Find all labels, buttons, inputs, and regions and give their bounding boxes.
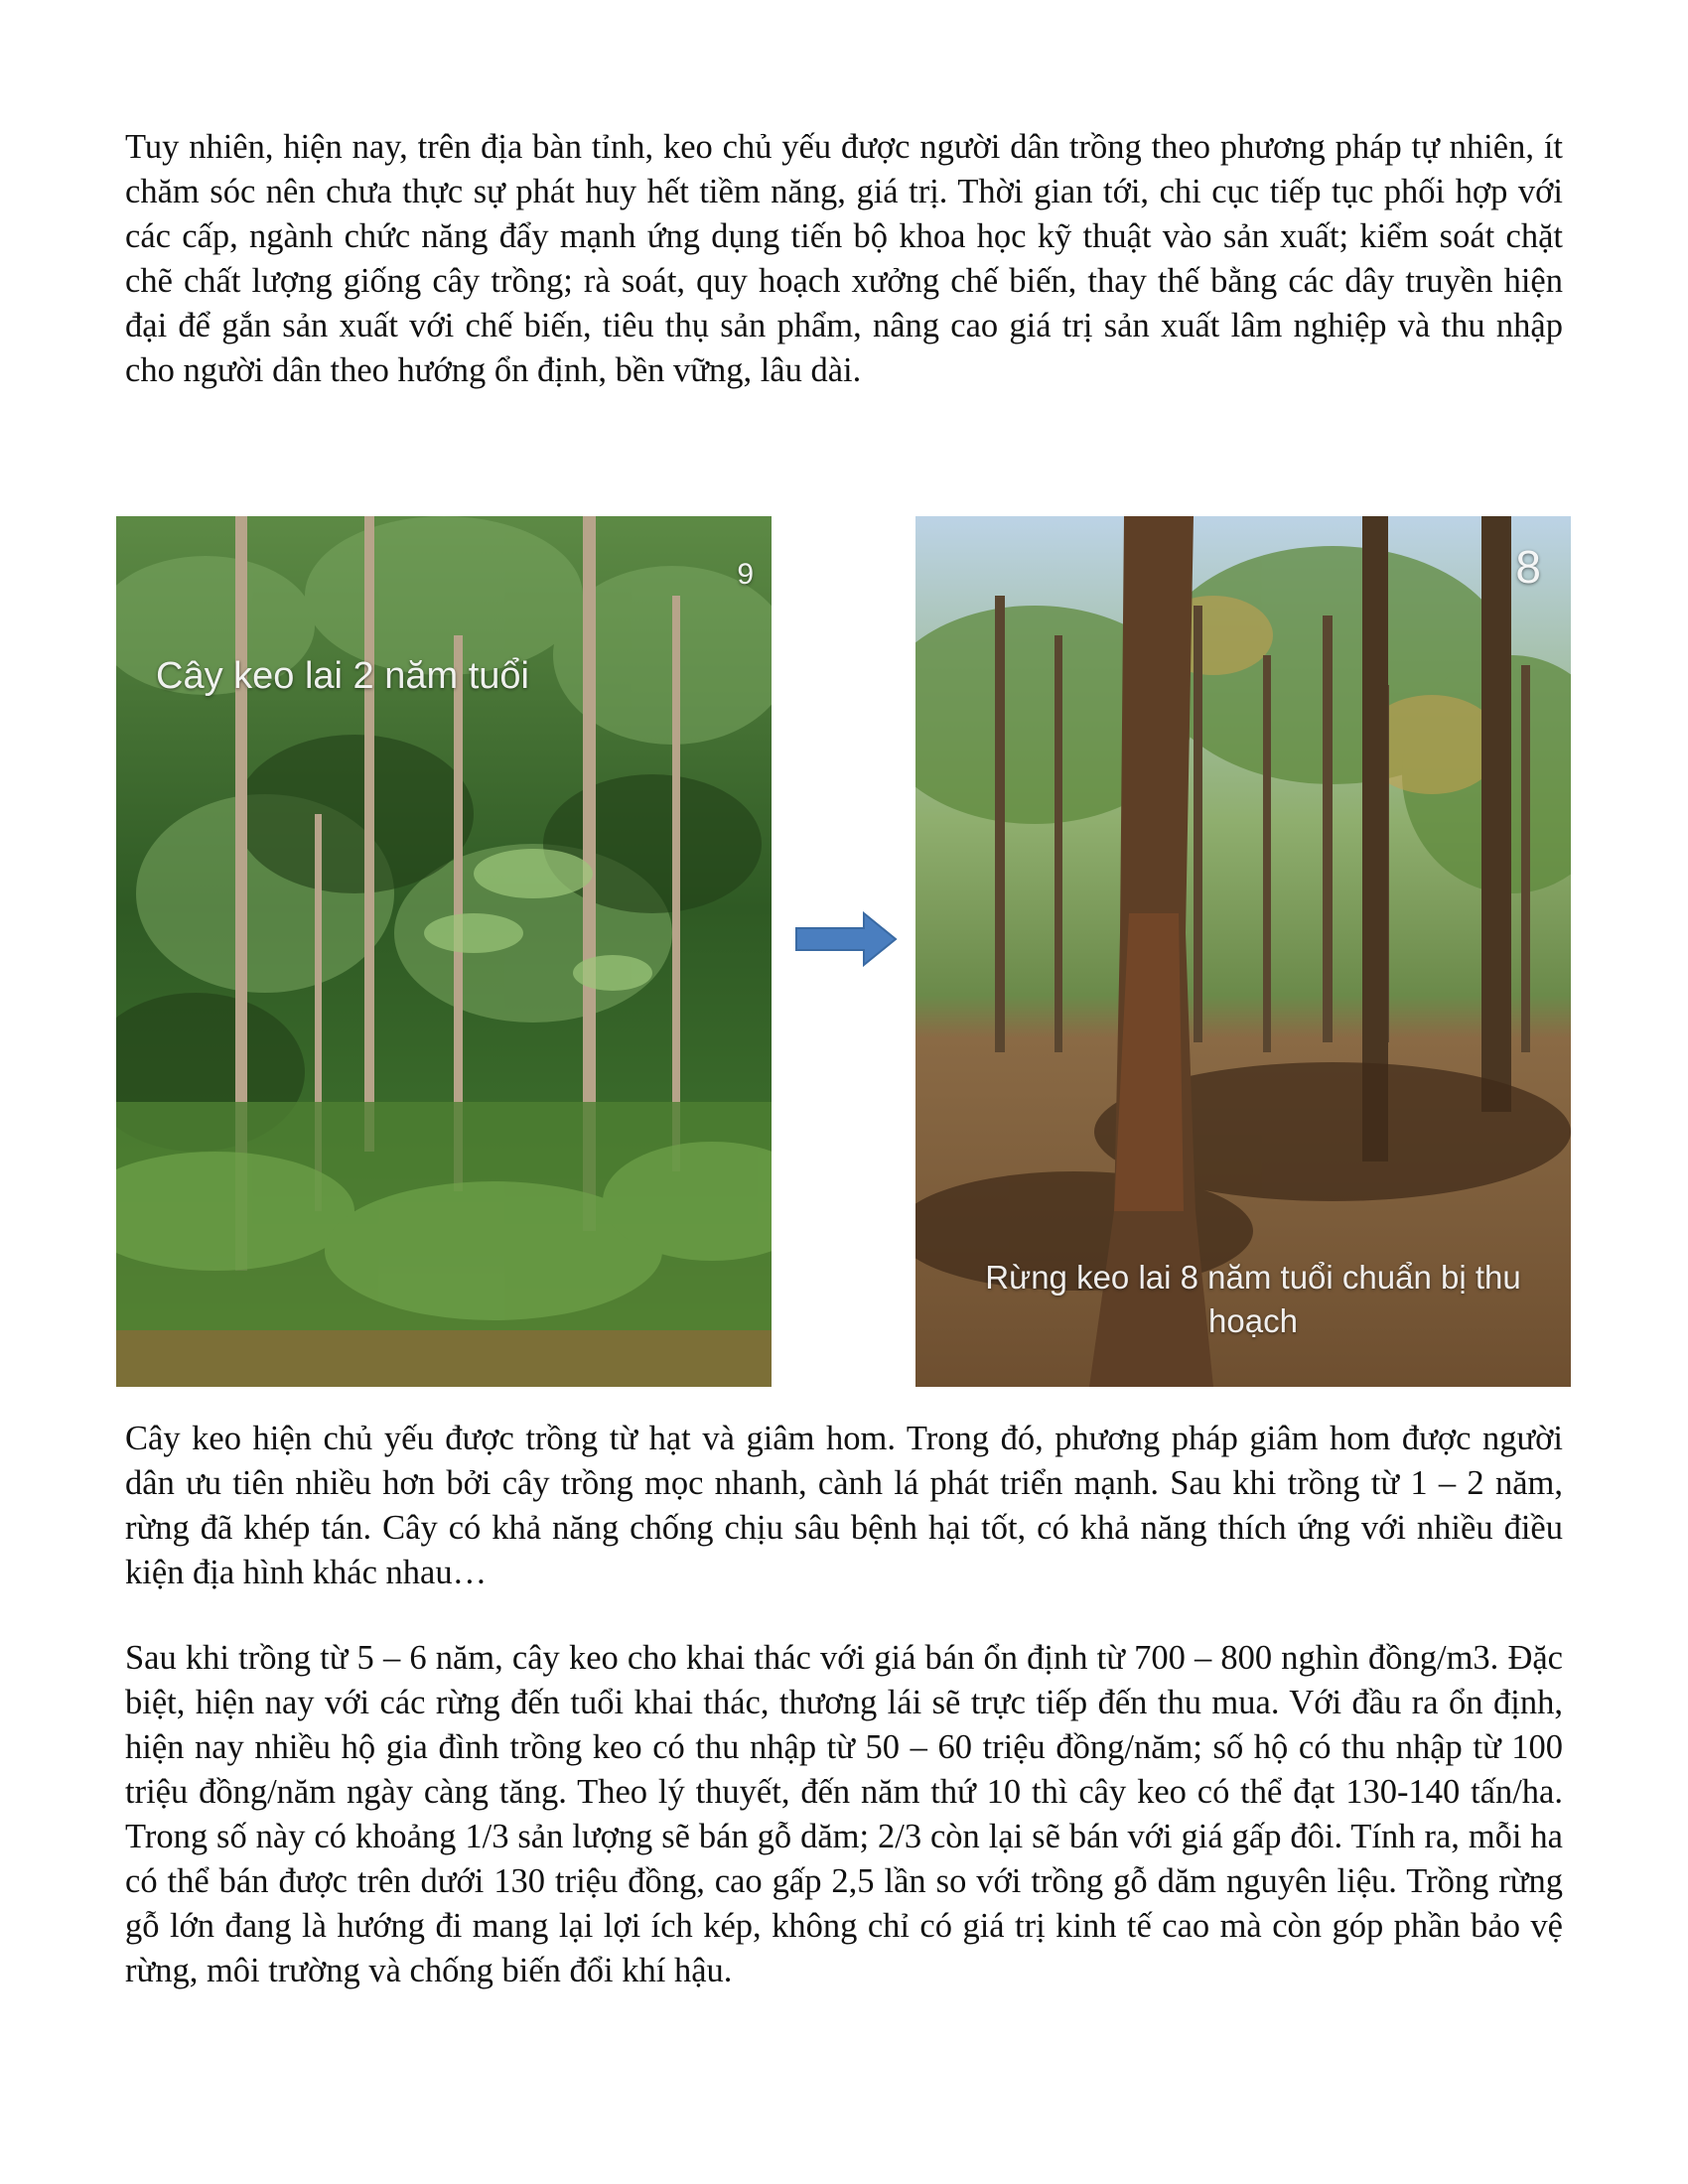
photo-mature-acacia (915, 516, 1571, 1387)
paragraph-economics: Sau khi trồng từ 5 – 6 năm, cây keo cho khai thác với giá bán ổn định từ 700 – 800 nghìn đồng/m3. Đặc biệt, hiện nay với các rừng đến tuổi khai thác, thương lái sẽ trực tiếp đến thu mua. Với đầu ra ổn định, hiện nay nhiều hộ gia đình trồng keo có thu nhập từ 50 – 60 triệu đồng/năm; số hộ có thu nhập từ 100 triệu đồng/năm ngày càng tăng. Theo lý thuyết, đến năm thứ 10 thì cây keo có thể đạt 130-140 tấn/ha. Trong số này có khoảng 1/3 sản lượng sẽ bán gỗ dăm; 2/3 còn lại sẽ bán với giá gấp đôi. Tính ra, mỗi ha có thể bán được trên dưới 130 triệu đồng, cao gấp 2,5 lần so với trồng gỗ dăm nguyên liệu. Trồng rừng gỗ lớn đang là hướng đi mang lại lợi ích kép, không chỉ có giá trị kinh tế cao mà còn góp phần bảo vệ rừng, môi trường và chống biến đổi khí hậu. (125, 1639, 1563, 1989)
right-photo-caption: Rừng keo lai 8 năm tuổi chuẩn bị thu hoạch (985, 1259, 1521, 1339)
left-photo-number: 9 (737, 558, 754, 591)
paragraph-propagation: Cây keo hiện chủ yếu được trồng từ hạt và giâm hom. Trong đó, phương pháp giâm hom được người dân ưu tiên nhiều hơn bởi cây trồng mọc nhanh, cành lá phát triển mạnh. Sau khi trồng từ 1 – 2 năm, rừng đã khép tán. Cây có khả năng chống chịu sâu bệnh hại tốt, có khả năng thích ứng với nhiều điều kiện địa hình khác nhau… (125, 1420, 1563, 1591)
young-forest-image (116, 516, 772, 1387)
paragraph-intro: Tuy nhiên, hiện nay, trên địa bàn tỉnh, keo chủ yếu được người dân trồng theo phương pháp tự nhiên, ít chăm sóc nên chưa thực sự phát huy hết tiềm năng, giá trị. Thời gian tới, chi cục tiếp tục phối hợp với các cấp, ngành chức năng đẩy mạnh ứng dụng tiến bộ khoa học kỹ thuật vào sản xuất; kiểm soát chặt chẽ chất lượng giống cây trồng; rà soát, quy hoạch xưởng chế biến, thay thế bằng các dây truyền hiện đại để gắn sản xuất với chế biến, tiêu thụ sản phẩm, nâng cao giá trị sản xuất lâm nghiệp và thu nhập cho người dân theo hướng ổn định, bền vững, lâu dài. (125, 128, 1563, 389)
right-photo-number: 8 (1515, 541, 1541, 593)
arrow-right-icon (794, 911, 898, 967)
left-photo-caption: Cây keo lai 2 năm tuổi (156, 655, 529, 697)
photo-young-acacia (116, 516, 772, 1387)
